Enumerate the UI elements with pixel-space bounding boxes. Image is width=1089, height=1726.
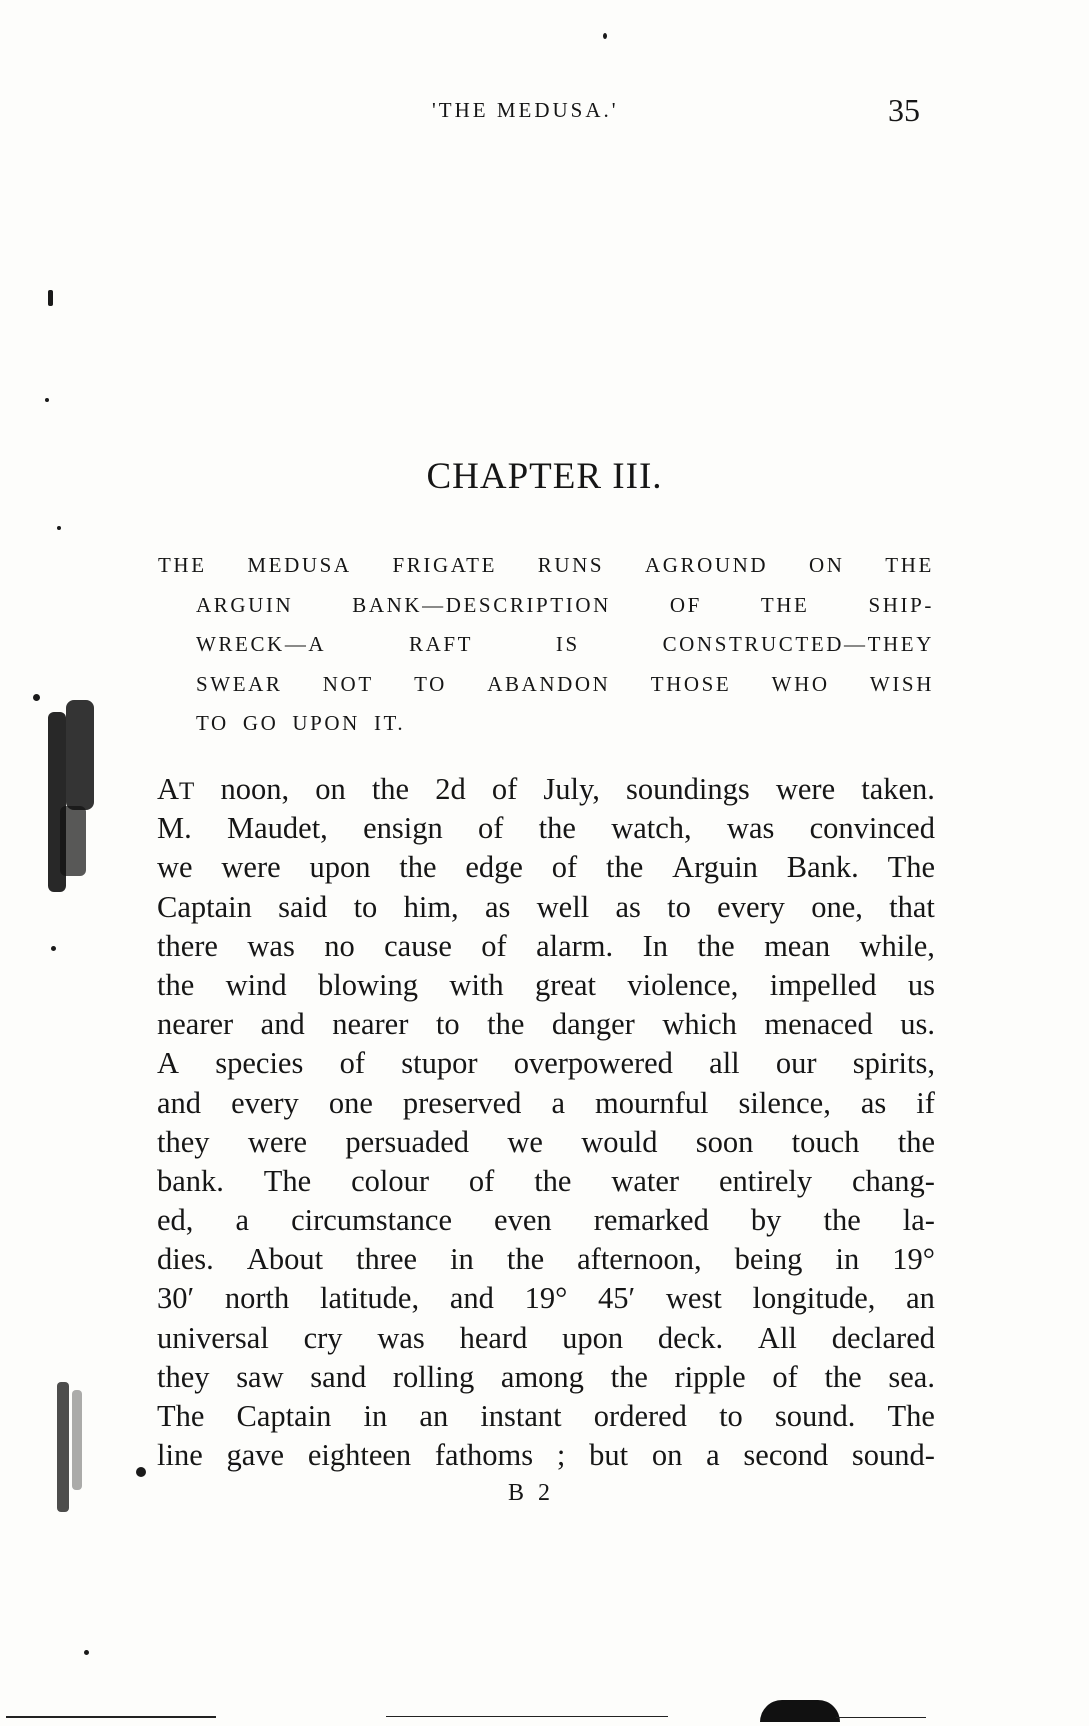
word: spirits, xyxy=(852,1046,935,1081)
page-number: 35 xyxy=(888,92,920,128)
word: A xyxy=(157,1046,180,1081)
word: and xyxy=(260,1007,305,1042)
word: being xyxy=(734,1242,803,1277)
summary-word: UPON xyxy=(292,711,360,735)
word: cry xyxy=(303,1320,343,1355)
word: ensign xyxy=(363,811,443,846)
word: sound- xyxy=(851,1438,935,1473)
word: latitude, xyxy=(320,1281,420,1316)
word: would xyxy=(581,1124,658,1159)
word: 45′ xyxy=(598,1281,636,1316)
word: wind xyxy=(225,967,287,1002)
word: saw xyxy=(236,1359,284,1394)
summary-word: ABANDON xyxy=(487,671,611,696)
summary-word: WISH xyxy=(869,671,934,696)
word: as xyxy=(615,889,641,924)
word: ordered xyxy=(593,1399,687,1433)
word: our xyxy=(775,1046,817,1081)
word: overpowered xyxy=(513,1046,673,1081)
word: the xyxy=(824,1359,862,1394)
word: one, xyxy=(811,889,863,924)
word: the xyxy=(823,1203,861,1238)
word: a xyxy=(551,1085,565,1120)
word: three xyxy=(356,1242,418,1277)
word: edge xyxy=(465,850,523,885)
text-line xyxy=(157,848,935,887)
word: with xyxy=(449,967,504,1002)
word: which xyxy=(662,1007,737,1042)
word: second xyxy=(743,1438,829,1473)
word: the xyxy=(506,1242,545,1277)
summary-word: MEDUSA xyxy=(247,553,352,577)
word: was xyxy=(247,928,295,963)
word: rolling xyxy=(392,1359,475,1394)
word: preserved xyxy=(402,1085,522,1120)
word: us xyxy=(907,967,935,1002)
summary-word: FRIGATE xyxy=(392,553,498,577)
word: every xyxy=(717,889,785,924)
word: we xyxy=(507,1124,543,1159)
word: if xyxy=(916,1085,935,1120)
word: eighteen xyxy=(307,1438,412,1473)
word: deck. xyxy=(657,1320,724,1355)
word: the xyxy=(697,928,735,963)
word: the xyxy=(897,1124,935,1159)
word: of xyxy=(551,850,578,885)
summary-word: IS xyxy=(555,632,580,656)
word: was xyxy=(377,1320,425,1355)
speck xyxy=(57,526,61,530)
word: the xyxy=(371,772,410,806)
word: and xyxy=(157,1085,202,1120)
word: convinced xyxy=(809,811,935,846)
summary-word: THE xyxy=(885,553,934,577)
word: great xyxy=(535,967,597,1002)
word: the xyxy=(157,967,195,1002)
word: gave xyxy=(226,1438,285,1473)
word: to xyxy=(353,889,378,924)
text-line xyxy=(157,1084,935,1123)
word: on xyxy=(651,1438,683,1473)
word: danger xyxy=(551,1007,635,1042)
summary-word: RUNS xyxy=(537,553,605,577)
word: 2d xyxy=(435,772,466,806)
opening-capital: A xyxy=(157,772,180,806)
speck xyxy=(136,1467,146,1477)
summary-word: BANK—DESCRIPTION xyxy=(352,592,611,617)
summary-line xyxy=(158,704,934,744)
speck xyxy=(45,398,49,402)
word: of xyxy=(339,1046,365,1081)
summary-word: ON xyxy=(808,553,845,577)
speck xyxy=(48,290,53,306)
summary-word: OF xyxy=(669,592,702,617)
word: to xyxy=(667,889,691,924)
word: him, xyxy=(403,889,459,924)
summary-word: IT. xyxy=(373,711,406,735)
word: mean xyxy=(764,928,831,963)
summary-word: AGROUND xyxy=(645,553,769,577)
word: species xyxy=(215,1046,304,1081)
text-line xyxy=(157,770,935,809)
text-line xyxy=(157,1005,935,1044)
word: of xyxy=(481,928,507,963)
word: in xyxy=(363,1399,388,1433)
summary-word: SHIP- xyxy=(868,592,934,617)
word: of xyxy=(491,772,518,806)
word: watch, xyxy=(611,811,692,846)
word: mournful xyxy=(595,1085,709,1120)
edge-rule xyxy=(386,1716,668,1717)
summary-word: WRECK—A xyxy=(196,632,327,656)
text-line xyxy=(157,1279,935,1318)
word: Arguin xyxy=(672,850,758,885)
word: they xyxy=(157,1359,210,1394)
summary-word: NOT xyxy=(322,671,374,696)
word: but xyxy=(589,1438,629,1473)
word: of xyxy=(468,1163,495,1198)
summary-line xyxy=(158,665,934,705)
word: noon, xyxy=(220,772,290,806)
word: Captain xyxy=(157,889,252,924)
word: as xyxy=(860,1085,887,1120)
word: entirely xyxy=(718,1163,813,1198)
word: ; xyxy=(556,1438,566,1473)
word: an xyxy=(419,1399,449,1433)
word: 19° xyxy=(524,1281,568,1316)
word: a xyxy=(235,1203,250,1238)
word: silence, xyxy=(738,1085,831,1120)
word: chang- xyxy=(851,1163,935,1198)
word: afternoon, xyxy=(577,1242,702,1277)
speck xyxy=(51,946,56,951)
word: in xyxy=(835,1242,860,1277)
word: well xyxy=(536,889,590,924)
word: sound. xyxy=(774,1399,856,1433)
word: blowing xyxy=(318,967,419,1002)
ink-smudge xyxy=(760,1700,840,1722)
body-text xyxy=(157,770,935,1475)
chapter-summary xyxy=(158,546,934,744)
speck xyxy=(33,694,40,701)
word: heard xyxy=(459,1320,528,1355)
word: line xyxy=(157,1438,203,1473)
word: even xyxy=(494,1203,552,1238)
word: and xyxy=(449,1281,494,1316)
text-line xyxy=(157,1044,935,1083)
word: water xyxy=(611,1163,680,1198)
word: were xyxy=(775,772,836,806)
word: nearer xyxy=(332,1007,409,1042)
summary-word: WHO xyxy=(771,671,830,696)
word: one xyxy=(328,1085,373,1120)
word: colour xyxy=(351,1163,430,1198)
summary-line xyxy=(158,625,934,665)
word: was xyxy=(726,811,775,846)
chapter-heading: CHAPTER III. xyxy=(426,456,663,497)
text-line xyxy=(157,1436,935,1475)
word: upon xyxy=(309,850,371,885)
word: 30′ xyxy=(157,1281,195,1316)
word: sea. xyxy=(888,1359,935,1394)
word: a xyxy=(706,1438,720,1473)
word: among xyxy=(500,1359,584,1394)
text-line xyxy=(157,1240,935,1279)
word: remarked xyxy=(593,1203,709,1238)
word: they xyxy=(157,1124,210,1159)
text-line xyxy=(157,1397,935,1436)
word: an xyxy=(906,1281,935,1316)
word: the xyxy=(538,811,576,846)
word: The xyxy=(887,850,935,885)
summary-line xyxy=(158,546,934,586)
word: the xyxy=(487,1007,525,1042)
word: by xyxy=(750,1203,782,1238)
signature-mark: B 2 xyxy=(508,1480,555,1506)
word: ripple xyxy=(674,1359,746,1394)
word: impelled xyxy=(769,967,877,1002)
summary-word: SWEAR xyxy=(196,671,283,696)
summary-word: TO xyxy=(196,711,229,735)
word: in xyxy=(450,1242,474,1277)
word: dies. xyxy=(157,1242,214,1277)
word: were xyxy=(247,1124,308,1159)
word: ed, xyxy=(157,1203,194,1238)
word: 19° xyxy=(892,1242,935,1277)
word: taken. xyxy=(861,772,935,806)
word: circumstance xyxy=(291,1203,452,1238)
text-line xyxy=(157,1358,935,1397)
word: the xyxy=(610,1359,648,1394)
word: sand xyxy=(310,1359,367,1394)
word: we xyxy=(157,850,193,885)
word: la- xyxy=(902,1203,935,1238)
text-line xyxy=(157,809,935,848)
summary-word: GO xyxy=(242,711,279,735)
word: fathoms xyxy=(434,1438,534,1473)
word: said xyxy=(278,889,328,924)
text-line xyxy=(157,966,935,1005)
word: The xyxy=(157,1399,205,1433)
word: longitude, xyxy=(752,1281,876,1316)
word: the xyxy=(399,850,437,885)
word: that xyxy=(889,889,935,924)
word: Bank. xyxy=(786,850,859,885)
speck xyxy=(84,1650,89,1655)
word: nearer xyxy=(157,1007,234,1042)
ink-smudge xyxy=(57,1382,69,1512)
word: no xyxy=(324,928,355,963)
word: menaced xyxy=(764,1007,873,1042)
word: the xyxy=(534,1163,572,1198)
opening-word xyxy=(157,770,194,809)
word: north xyxy=(224,1281,290,1316)
word: us. xyxy=(900,1007,935,1042)
word: bank. xyxy=(157,1163,224,1198)
word: violence, xyxy=(627,967,739,1002)
text-line xyxy=(157,888,935,927)
word: Maudet, xyxy=(227,811,328,846)
ink-smudge xyxy=(66,700,94,810)
word: instant xyxy=(480,1399,562,1433)
summary-word: RAFT xyxy=(409,632,474,656)
word: soon xyxy=(695,1124,754,1159)
word: upon xyxy=(562,1320,624,1355)
word: all xyxy=(709,1046,740,1081)
edge-rule xyxy=(6,1716,216,1718)
word: About xyxy=(246,1242,324,1277)
word: there xyxy=(157,928,218,963)
word: Captain xyxy=(236,1399,332,1433)
ink-smudge xyxy=(72,1390,82,1490)
summary-word: ARGUIN xyxy=(196,592,294,617)
text-line xyxy=(157,1319,935,1358)
word: The xyxy=(263,1163,312,1198)
text-line xyxy=(157,927,935,966)
word: of xyxy=(477,811,504,846)
summary-word: CONSTRUCTED—THEY xyxy=(662,632,934,656)
summary-line xyxy=(158,586,934,626)
word: M. xyxy=(157,811,192,846)
word: In xyxy=(642,928,668,963)
word: while, xyxy=(859,928,935,963)
word: were xyxy=(221,850,281,885)
word: of xyxy=(772,1359,798,1394)
text-line xyxy=(157,1162,935,1201)
word: touch xyxy=(791,1124,860,1159)
word: stupor xyxy=(401,1046,478,1081)
word: The xyxy=(887,1399,935,1433)
opening-smallcaps: T xyxy=(179,778,195,805)
running-title: 'THE MEDUSA.' xyxy=(432,98,619,122)
word: on xyxy=(315,772,346,806)
word: July, xyxy=(543,772,600,806)
word: soundings xyxy=(626,772,750,806)
word: universal xyxy=(157,1320,269,1355)
word: declared xyxy=(831,1320,935,1355)
word: All xyxy=(757,1320,797,1355)
word: every xyxy=(231,1085,299,1120)
word: as xyxy=(484,889,511,924)
word: alarm. xyxy=(536,928,614,963)
running-head xyxy=(0,92,1089,138)
summary-word: THE xyxy=(158,553,207,577)
word: the xyxy=(605,850,644,885)
text-line xyxy=(157,1123,935,1162)
word: west xyxy=(665,1281,722,1316)
word: cause xyxy=(384,928,452,963)
word: to xyxy=(435,1007,460,1042)
edge-rule xyxy=(836,1717,926,1718)
text-line xyxy=(157,1201,935,1240)
summary-word: THOSE xyxy=(650,671,732,696)
word: persuaded xyxy=(345,1124,470,1159)
summary-word: TO xyxy=(414,671,447,696)
summary-word: THE xyxy=(760,592,810,617)
speck xyxy=(603,33,607,39)
ink-smudge xyxy=(60,806,86,876)
word: to xyxy=(719,1399,743,1433)
